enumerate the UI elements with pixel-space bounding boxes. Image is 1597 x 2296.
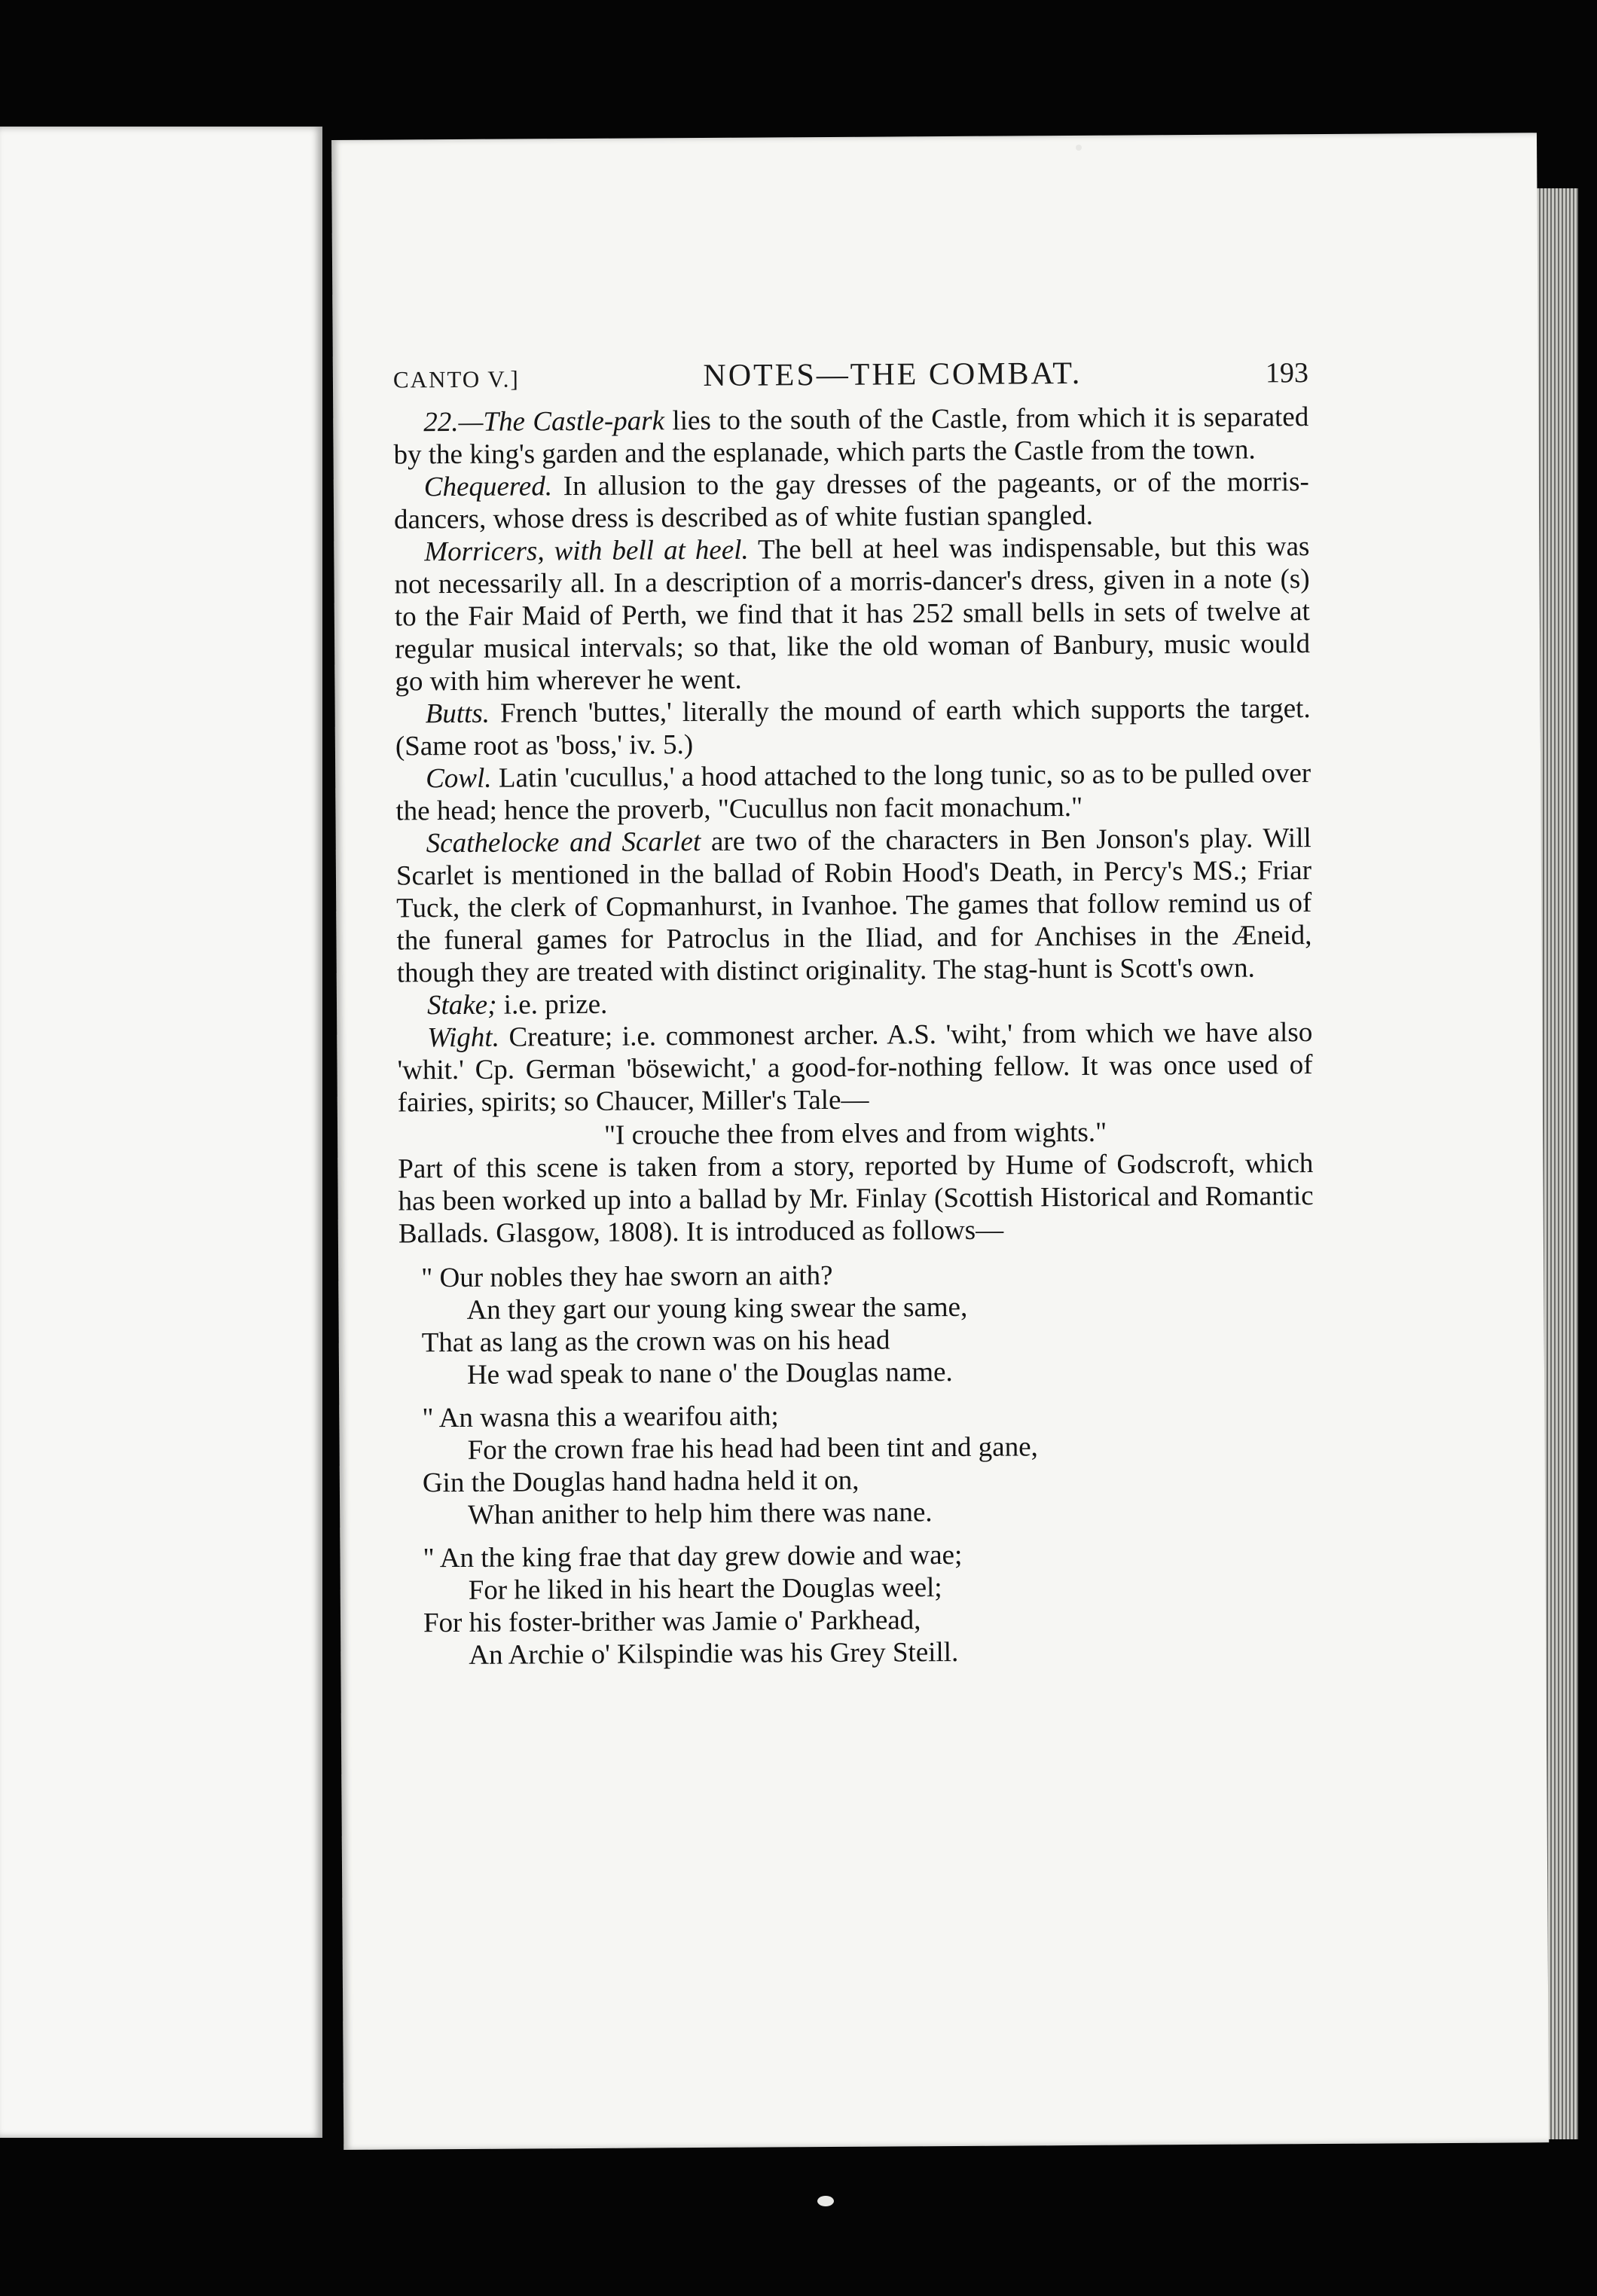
page-number: 193 bbox=[1265, 357, 1309, 389]
verse-line: An Archie o' Kilspindie was his Grey Steill. bbox=[469, 1636, 959, 1671]
book-page bbox=[331, 133, 1549, 2150]
chaucer-quote: "I crouche thee from elves and from wights." bbox=[603, 1116, 1107, 1151]
closing-paragraph: Part of this scene is taken from a story, reported by Hume of Godscroft, which has been worked up into a ballad by Mr. Finlay (Scottish Historical and Romantic Ballads. Glasgow, 1808). It is introduced as follows— bbox=[398, 1148, 1314, 1250]
verse-line: Gin the Douglas hand hadna held it on, bbox=[422, 1464, 860, 1499]
scan-speck bbox=[817, 2196, 834, 2206]
scan-speck bbox=[1076, 145, 1082, 151]
ballad-verse bbox=[398, 1256, 1316, 1672]
note-stake: Stake; i.e. prize. bbox=[426, 988, 608, 1021]
note-morricers: Morricers, with bell at heel. The bell at heel was indispensable, but this was not necessarily all. In a description of a morris-dancer's dress, given in a note (s) to the Fair Maid of Perth, we find that it has 252 small bells in sets of twelve at regular musical intervals; so that, like the old woman of Banbury, music would go with him wherever he went. bbox=[394, 531, 1311, 698]
note-scathelocke: Scathelocke and Scarlet are two of the characters in Ben Jonson's play. Will Scarlet is mentioned in the ballad of Robin Hood's Death, in Percy's MS.; Friar Tuck, the clerk of Copmanhurst, in Ivanhoe. The games that follow remind us of the funeral games for Patroclus in the Iliad, and for Anchises in the Æneid, though they are treated with distinct originality. The stag-hunt is Scott's own. bbox=[395, 823, 1312, 989]
page-content bbox=[393, 354, 1317, 1682]
verse-line: He wad speak to nane o' the Douglas name. bbox=[466, 1356, 953, 1391]
verse-line: That as lang as the crown was on his head bbox=[421, 1324, 890, 1359]
note-chequered: Chequered. In allusion to the gay dresses of the pageants, or of the morris-dancers, whose dress is described as of white fustian spangled. bbox=[393, 466, 1309, 536]
stanza-1 bbox=[398, 1256, 1315, 1391]
verse-line: For he liked in his heart the Douglas weel; bbox=[468, 1572, 942, 1606]
note-cowl: Cowl. Latin 'cucullus,' a hood attached to the long tunic, so as to be pulled over the head; hence the proverb, "Cucullus non facit monachum." bbox=[395, 758, 1311, 827]
note-wight: Wight. Creature; i.e. commonest archer. A.S. 'wiht,' from which we have also 'whit.' Cp. German 'bösewicht,' a good-for-nothing fellow. It was once used of fairies, spirits; so Chaucer, Miller's Tale— bbox=[397, 1017, 1313, 1119]
verse-line: " An wasna this a wearifou aith; bbox=[422, 1400, 779, 1434]
canto-label: CANTO V.] bbox=[392, 365, 520, 393]
verse-line: An they gart our young king swear the same, bbox=[466, 1291, 968, 1326]
left-page-blank bbox=[0, 127, 322, 2138]
verse-line: For the crown frae his head had been tint and gane, bbox=[467, 1431, 1038, 1466]
verse-line: For his foster-brither was Jamie o' Parkhead, bbox=[423, 1604, 921, 1639]
verse-line: " An the king frae that day grew dowie and wae; bbox=[423, 1539, 963, 1574]
section-title: NOTES—THE COMBAT. bbox=[703, 356, 1082, 393]
verse-line: Whan anither to help him there was nane. bbox=[468, 1497, 933, 1531]
running-head bbox=[393, 354, 1308, 395]
note-butts: Butts. French 'buttes,' literally the mound of earth which supports the target. (Same root as 'boss,' iv. 5.) bbox=[395, 693, 1311, 762]
note-castle-park: 22.—The Castle-park lies to the south of the Castle, from which it is separated by the king's garden and the esplanade, which parts the Castle from the town. bbox=[393, 401, 1309, 471]
stanza-2 bbox=[399, 1397, 1315, 1531]
stanza-3 bbox=[400, 1537, 1316, 1672]
verse-line: " Our nobles they hae sworn an aith? bbox=[421, 1259, 833, 1294]
